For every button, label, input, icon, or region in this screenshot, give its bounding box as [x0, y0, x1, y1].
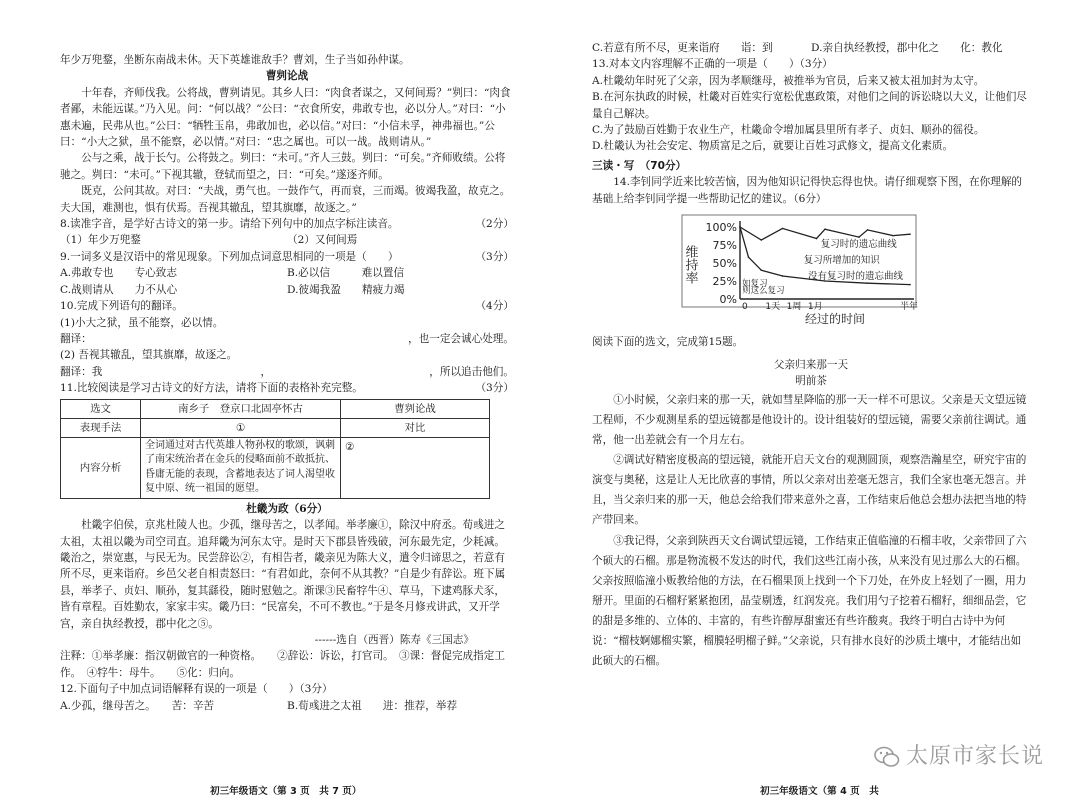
cao-title: 曹刿论战 [265, 70, 309, 83]
q9-options [60, 265, 514, 298]
q13-option-c[interactable]: C.为了鼓励百姓勤于农业生产，杜畿命令增加属县里所有孝子、贞妇、顺孙的徭役。 [592, 124, 985, 137]
data-point [739, 226, 741, 228]
page-4 [540, 0, 1080, 810]
poem-last-line: 年少万兜鍪，坐断东南战未休。天下英雄谁敌手？曹刘，生子当如孙仲谋。 [60, 54, 410, 66]
q12-option-c[interactable]: C.若意有所不尽，更来诣府 诣：到 [592, 42, 773, 54]
y-tick-label: 100% [705, 221, 737, 235]
data-point [824, 228, 826, 230]
q12-option-d[interactable]: D.亲自执经教授，郡中化之 化：教化 [811, 42, 1003, 54]
question-10: 10.完成下列语句的翻译。 （4分） [60, 300, 514, 313]
annotation: 如复习 [742, 279, 768, 290]
y-axis-label: 维持率 [682, 245, 698, 285]
x-tick-label: 1月 [807, 302, 823, 313]
y-tick-label: 75% [712, 239, 737, 253]
question-9: 9.一词多义是汉语中的常见现象。下列加点词意思相同的一项是（ ） （3分） [60, 250, 514, 263]
du-title: 杜畿为政（6分） [246, 502, 328, 515]
watermark [874, 740, 1044, 774]
data-point [816, 238, 818, 240]
data-point [909, 233, 911, 235]
du-notes: 注释：①举孝廉：指汉朝做官的一种资格。 ②辞讼：诉讼，打官司。 ③课：督促完成指定工作。 ④牸牛：母牛。 ⑤化：归向。 [60, 650, 505, 679]
essay-para-3: ③我记得，父亲到陕西天文台调试望远镜，工作结束正值临潼的石榴丰收，父亲带回了六个硕大的石榴。那是物流极不发达的时代，我们这些江南小孩，从来没有见过那么大的石榴。父亲按照临潼小贩教给他的方法，在石榴果顶上找到一个下刀处，在外皮上轻划了一圈，用力掰开。里面的石榴籽紧紧抱团，晶莹剔透，红润发亮。我们用勺子挖着石榴籽，细细品尝，它的甜是多维的、立体的、丰富的，有些许醇厚甜蜜还有些许酸爽。我终于明白古诗中为何说：“榴枝婀娜榴实繁，榴膜轻明榴子鲜。”父亲说，只有排水良好的沙质土壤中，才能结出如此硕大的石榴。 [592, 534, 1027, 668]
q12-option-a[interactable]: A.少孤，继母苦之。 苦：辛苦 [60, 699, 215, 712]
essay-para-2: ②调试好精密度极高的望远镜，就能开启天文台的观测圆顶，观察浩瀚星空，研究宇宙的演变与奥秘，这是让人无比欣喜的事情，所以父亲对出差毫无怨言，我们全家也毫无怨言。并且，当父亲归来的那一天，他总会给我们带来意外之喜，工作结束后他总会想办法把当地的特产带回来。 [592, 454, 1027, 527]
q9-option-d[interactable]: D.彼竭我盈 精疲力竭 [287, 283, 405, 296]
data-point [760, 269, 762, 271]
q9-option-a[interactable]: A.弗敢专也 专心致志 [60, 267, 177, 280]
x-axis-label: 经过的时间 [805, 312, 866, 326]
data-point [760, 239, 762, 241]
q9-option-c[interactable]: C.战则请从 力不从心 [60, 283, 178, 296]
data-point [748, 257, 750, 259]
section-heading: 三读・写 （70分） [592, 159, 687, 172]
data-point [782, 228, 784, 230]
data-point [867, 229, 869, 231]
data-point [892, 235, 894, 237]
data-point [909, 284, 911, 286]
y-tick-label: 50% [712, 257, 737, 271]
x-tick-label: 1周 [786, 302, 802, 313]
chart-svg [680, 213, 920, 325]
x-tick-label: 0 [742, 302, 748, 313]
cao-para-1: 十年春，齐师伐我。公将战，曹刿请见。其乡人曰：“肉食者谋之，又何间焉？”刿曰：“肉食者鄙，未能远谋。”乃入见。问：“何以战？”公曰：“衣食所安，弗敢专也，必以分人。”对曰：“小惠未遍，民弗从也。”公曰：“牺牲玉帛，弗敢加也，必以信。”对曰：“小信未孚，神弗福也。”公曰：“小大之狱，虽不能察，必以情。”对曰：“忠之属也。可以一战。战则请从。” [60, 86, 511, 149]
reading-intro: 阅读下面的选文，完成第15题。 [592, 336, 744, 349]
q10-sentence-2: (2) 吾视其辙乱，望其旗靡，故逐之。 [60, 349, 238, 362]
answer-blank[interactable] [92, 331, 408, 347]
data-point [858, 236, 860, 238]
answer-blank[interactable] [271, 364, 429, 380]
question-14: 14.李钊同学近来比较苦恼，因为他知识记得快忘得也快。请仔细观察下图，在你理解的基础上给李钊同学提一些帮助记忆的建议。（6分） [592, 176, 1023, 205]
question-12: 12.下面句子中加点词语解释有误的一项是（ ）（3分） [60, 683, 333, 696]
watermark-text: 太原市家长说 [905, 743, 1044, 769]
q8-items: （1）年少万兜鍪 （2）又何间焉 [60, 234, 358, 247]
page-3-footer: 初三年级语文（第 3 页 共 7 页） [210, 786, 362, 798]
answer-blank[interactable] [102, 364, 260, 380]
page-4-footer: 初三年级语文（第 4 页 共 [760, 786, 879, 798]
wechat-icon [874, 746, 900, 768]
table-row: 内容分析 全词通过对古代英雄人物孙权的歌颂，讽刺了南宋统治者在金兵的侵略面前不敢抵抗、昏庸无能的表现，含蓄地表达了词人渴望收复中原、统一祖国的愿望。 ② [61, 437, 490, 498]
data-point [782, 275, 784, 277]
series-label-no-review: 没有复习时的遗忘曲线 [808, 270, 904, 282]
q13-option-b[interactable]: B.在河东执政的时候，杜畿对百姓实行宽松优惠政策，对他们之间的诉讼晓以大义，让他们尽量自己解决。 [592, 91, 1027, 120]
cao-para-3: 既克，公问其故。对曰：“夫战，勇气也。一鼓作气，再而衰，三而竭。彼竭我盈，故克之。夫大国，难测也，惧有伏焉。吾视其辙乱，望其旗靡，故逐之。” [60, 185, 511, 214]
series-label-added: 复习所增加的知识 [803, 255, 880, 267]
question-11: 11.比较阅读是学习古诗文的好方法，请将下面的表格补充完整。 （3分） [60, 382, 514, 395]
q13-option-d[interactable]: D.杜畿认为社会安定、物质富足之后，就要让百姓习武修文，提高文化素质。 [592, 140, 954, 153]
q12-option-b[interactable]: B.荀彧进之太祖 进：推荐，举荐 [287, 699, 458, 712]
essay-author: 明前茶 [795, 375, 827, 388]
essay-para-1: ①小时候，父亲归来的那一天，就如彗星降临的那一天一样不可思议。父亲是天文望远镜工程师，不少观测星系的望远镜都是他设计的。设计组装好的望远镜，需要父亲前往调试。通常，他一出差就会有一个月左右。 [592, 393, 1027, 446]
x-tick-label: 半年 [900, 302, 919, 313]
question-8: 8.读准字音，是学好古诗文的第一步。请给下列句中的加点字标注读音。 （2分） [60, 218, 514, 231]
q10-answer-2: 翻译：我 ， ，所以追击他们。 [60, 364, 514, 380]
x-tick-label: 1天 [765, 302, 781, 313]
q9-option-b[interactable]: B.必以信 难以置信 [287, 267, 405, 280]
du-source: ------选自（西晋）陈寿《三国志》 [314, 634, 474, 647]
forgetting-curve-chart [680, 213, 1030, 330]
q12-options-cd [592, 40, 1030, 56]
comparison-table [60, 399, 490, 499]
cao-para-2: 公与之乘，战于长勺。公将鼓之。刿曰：“未可。”齐人三鼓。刿曰：“可矣。”齐师败绩。公将驰之。刿曰：“未可。”下视其辙，登轼而望之，曰：“可矣。”遂逐齐师。 [60, 152, 506, 181]
y-tick-label: 0% [719, 293, 737, 307]
table-header-row: 选文 南乡子 登京口北固亭怀古 曹刿论战 [61, 399, 490, 418]
q13-option-a[interactable]: A.杜畿幼年时死了父亲，因为孝顺继母，被推举为官员，后来又被太祖加封为太守。 [592, 74, 985, 87]
answer-cell-2[interactable]: ② [341, 437, 490, 498]
y-tick-label: 25% [712, 275, 737, 289]
series-label-review: 复习时的遗忘曲线 [820, 239, 897, 251]
table-row: 表现手法 ① 对比 [61, 418, 490, 437]
q10-answer-1: 翻译： ，也一定会诚心处理。 [60, 331, 514, 347]
answer-cell-1[interactable]: ① [141, 418, 341, 437]
annotation: 则这么复习 [742, 286, 785, 297]
question-13: 13.对本文内容理解不正确的一项是（ ）（3分） [592, 58, 833, 71]
du-text: 杜畿字伯侯，京兆杜陵人也。少孤，继母苦之，以孝闻。举孝廉①，除汉中府丞。荀彧进之太祖，太祖以畿为司空司直。追拜畿为河东太守。是时天下郡县皆残破，河东最先定，少耗减。畿治之，崇宽惠，与民无为。民尝辞讼②，有相告者，畿亲见为陈大义，遣令归谛思之，若意有所不尽，更来诣府。乡邑父老自相责怒曰：“有君如此，奈何不从其教？”自是少有辞讼。班下属县，举孝子、贞妇、顺孙，复其繇役，随时慰勉之。渐课③民畜牸牛④、草马，下逮鸡豚犬豕，皆有章程。百姓勤农，家家丰实。畿乃曰：“民富矣，不可不教也。”于是冬月修戎讲武，又开学宫，亲自执经教授，郡中化之⑤。 [60, 519, 506, 630]
data-point [867, 282, 869, 284]
q10-sentence-1: (1)小大之狱，虽不能察，必以情。 [60, 316, 224, 329]
q12-options-ab [60, 698, 514, 714]
essay-title: 父亲归来那一天 [773, 358, 849, 371]
